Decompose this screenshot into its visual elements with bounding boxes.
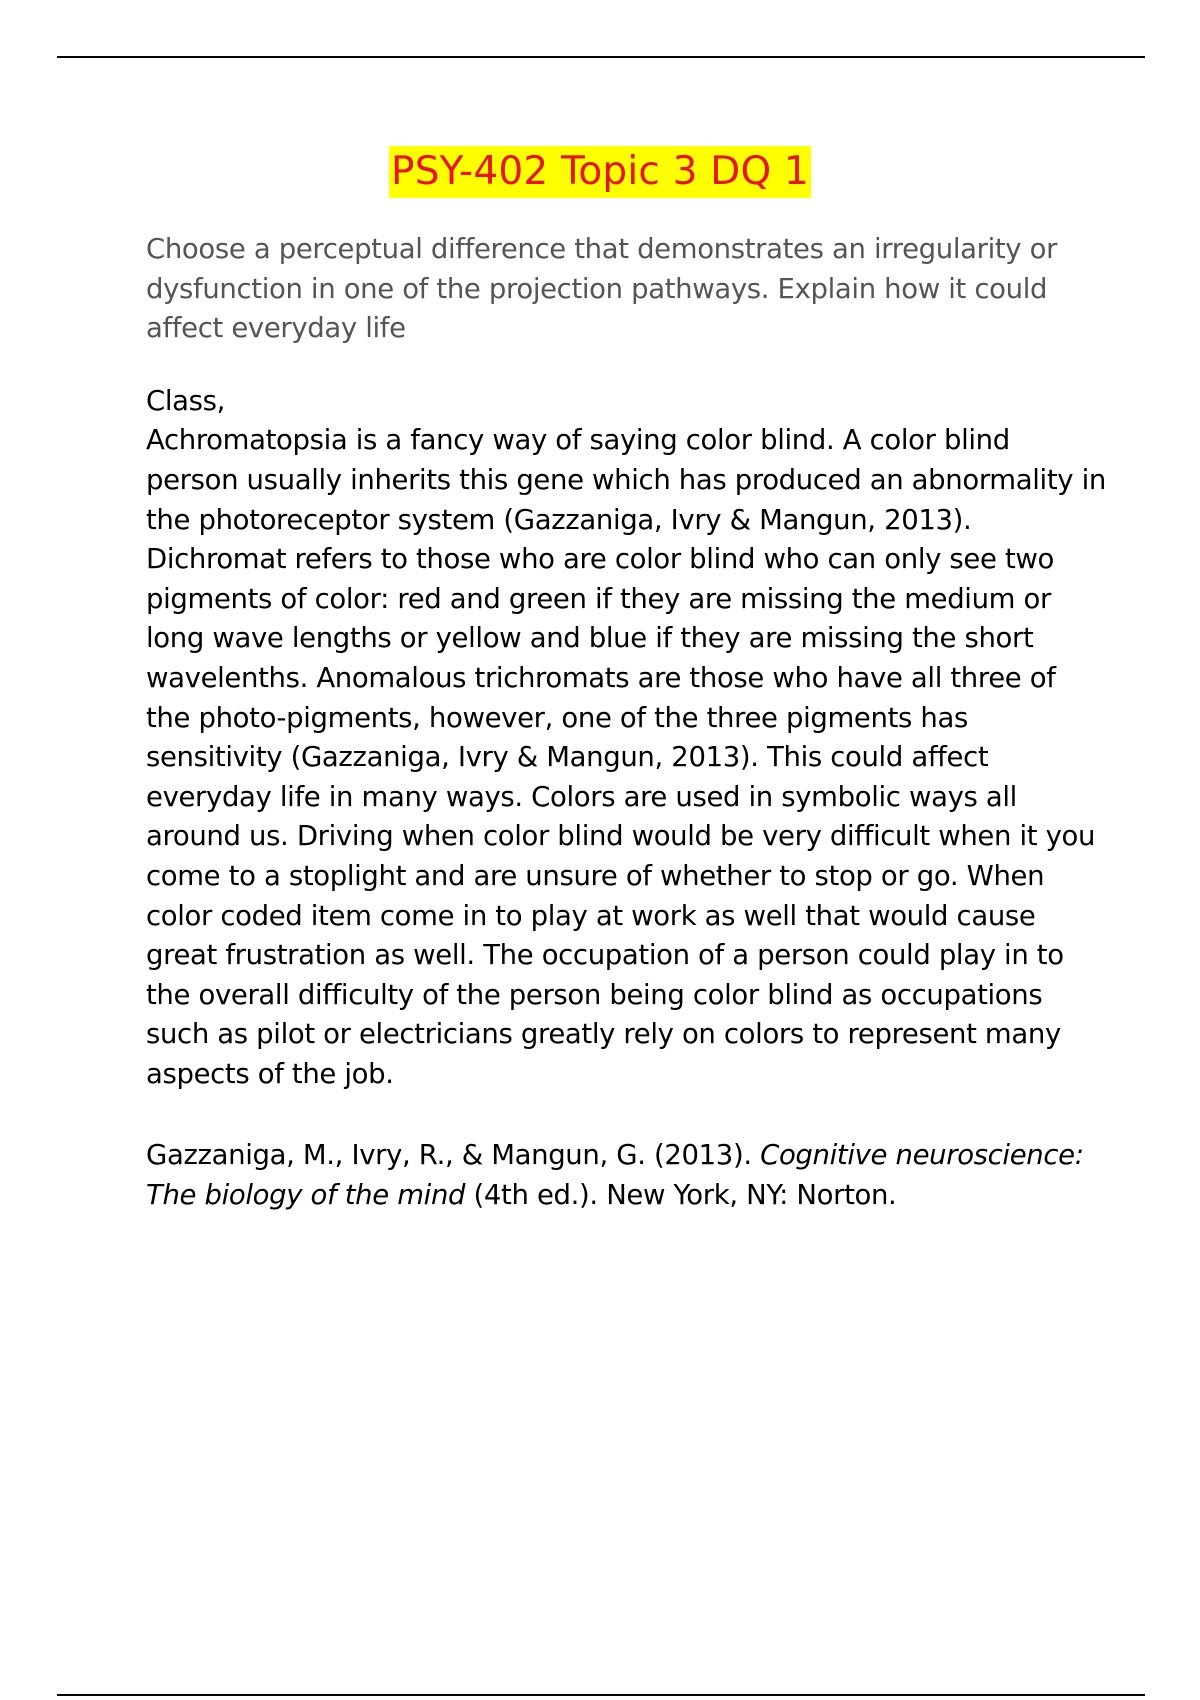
reference-authors: Gazzaniga, M., Ivry, R., & Mangun, G. (2013).: [146, 1139, 761, 1172]
reference-citation: [146, 1136, 1106, 1215]
salutation: Class,: [146, 384, 225, 417]
bottom-divider: [57, 1694, 1145, 1696]
discussion-prompt: Choose a perceptual difference that demonstrates an irregularity or dysfunction in one of the projection pathways. Explain how it could affect everyday life: [146, 233, 1058, 345]
page-title: PSY-402 Topic 3 DQ 1: [389, 146, 811, 198]
document-content: [146, 230, 1106, 1216]
top-divider: [57, 56, 1145, 58]
title-container: [0, 146, 1200, 198]
reference-details: (4th ed.). New York, NY: Norton.: [465, 1179, 897, 1212]
reference-book-title: Cognitive neuroscience: The biology of the mind: [146, 1139, 1084, 1212]
response-body: Achromatopsia is a fancy way of saying color blind. A color blind person usually inherits this gene which has produced an abnormality in the photoreceptor system (Gazzaniga, Ivry & Mangun, 2013). Dichromat refers to those who are color blind who can only see two pigments of color: red and green if they are missing the medium or long wave lengths or yellow and blue if they are missing the short wavelenths. Anomalous trichromats are those who have all three of the photo-pigments, however, one of the three pigments has sensitivity (Gazzaniga, Ivry & Mangun, 2013). This could affect everyday life in many ways. Colors are used in symbolic ways all around us. Driving when color blind would be very difficult when it you come to a stoplight and are unsure of whether to stop or go. When color coded item come in to play at work as well that would cause great frustration as well. The occupation of a person could play in to the overall difficulty of the person being color blind as occupations such as pilot or electricians greatly rely on colors to represent many aspects of the job.: [146, 424, 1106, 1090]
